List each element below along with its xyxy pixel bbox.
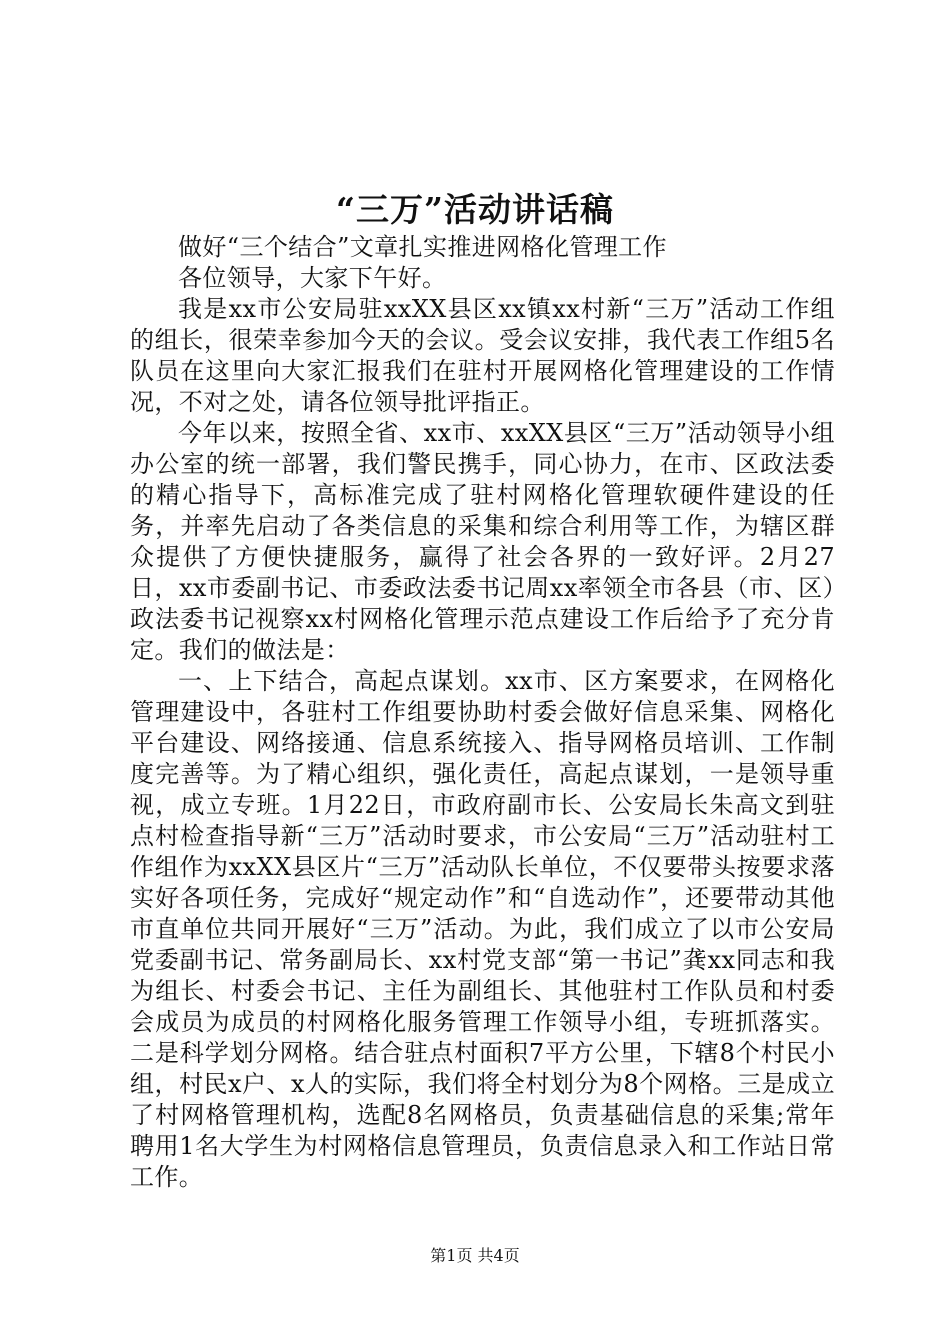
- document-title: “三万”活动讲话稿: [336, 190, 614, 229]
- paragraph-section-one: 一、上下结合，高起点谋划。xx市、区方案要求，在网格化管理建设中，各驻村工作组要协助村委会做好信息采集、网格化平台建设、网络接通、信息系统接入、指导网格员培训、工作制度完善等。为了精心组织，强化责任，高起点谋划，一是领导重视，成立专班。1月22日，市政府副市长、公安局长朱高文到驻点村检查指导新“三万”活动时要求，市公安局“三万”活动驻村工作组作为xxXX县区片“三万”活动队长单位，不仅要带头按要求落实好各项任务，完成好“规定动作”和“自选动作”，还要带动其他市直单位共同开展好“三万”活动。为此，我们成立了以市公安局党委副书记、常务副局长、xx村党支部“第一书记”龚xx同志和我为组长、村委会书记、主任为副组长、其他驻村工作队员和村委会成员为成员的村网格化服务管理工作领导小组，专班抓落实。二是科学划分网格。结合驻点村面积7平方公里，下辖8个村民小组，村民x户、x人的实际，我们将全村划分为8个网格。三是成立了村网格管理机构，选配8名网格员，负责基础信息的采集;常年聘用1名大学生为村网格信息管理员，负责信息录入和工作站日常工作。: [130, 667, 835, 1191]
- paragraph-greeting: 各位领导，大家下午好。: [178, 264, 447, 292]
- paragraph-overview: 今年以来，按照全省、xx市、xxXX县区“三万”活动领导小组办公室的统一部署，我们警民携手，同心协力，在市、区政法委的精心指导下，高标准完成了驻村网格化管理软硬件建设的任务，并率先启动了各类信息的采集和综合利用等工作，为辖区群众提供了方便快捷服务，赢得了社会各界的一致好评。2月27日，xx市委副书记、市委政法委书记周xx率领全市各县（市、区）政法委书记视察xx村网格化管理示范点建设工作后给予了充分肯定。我们的做法是：: [130, 419, 835, 664]
- paragraph-subtitle: 做好“三个结合”文章扎实推进网格化管理工作: [178, 233, 667, 261]
- page-number: 第1页 共4页: [430, 1246, 520, 1265]
- document-body: [130, 232, 835, 1193]
- paragraph-introduction: 我是xx市公安局驻xxXX县区xx镇xx村新“三万”活动工作组的组长，很荣幸参加今天的会议。受会议安排，我代表工作组5名队员在这里向大家汇报我们在驻村开展网格化管理建设的工作情况，不对之处，请各位领导批评指正。: [130, 295, 835, 416]
